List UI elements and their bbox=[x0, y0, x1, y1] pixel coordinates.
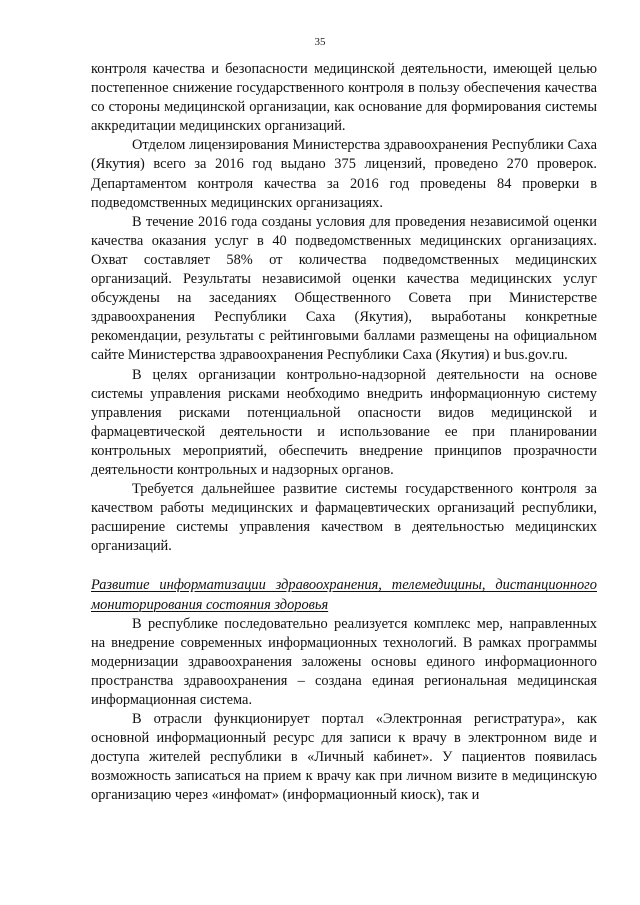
section-heading bbox=[91, 576, 597, 614]
paragraph-development-required: Требуется дальнейшее развитие системы государственного контроля за качеством работы медицинских и фармацевтических организаций республики, расширение системы управления качеством в деятельностью медицинских организаций. bbox=[91, 481, 597, 555]
paragraph-independent-assessment: В течение 2016 года созданы условия для проведения независимой оценки качества оказания услуг в 40 подведомственных медицинских организациях. Охват составляет 58% от количества подведомственных медицинских организаций. Результаты независимой оценки качества медицинских услуг обсуждены на заседаниях Общественного Совета при Министерстве здравоохранения Республики Саха (Якутия), выработаны конкретные рекомендации, результаты с рейтинговыми баллами размещены на официальном сайте Министерства здравоохранения Республики Саха (Якутия) и bus.gov.ru. bbox=[91, 213, 597, 364]
paragraph-quality-control: контроля качества и безопасности медицинской деятельности, имеющей целью постепенное снижение государственного контроля в пользу обеспечения качества со стороны медицинской организации, как основание для формирования системы аккредитации медицинских организаций. bbox=[91, 61, 597, 135]
document-body bbox=[91, 60, 597, 806]
page-number: 35 bbox=[314, 36, 326, 48]
section-spacer bbox=[91, 556, 597, 576]
paragraph-it-measures: В республике последовательно реализуется комплекс мер, направленных на внедрение современных информационных технологий. В рамках программы модернизации здравоохранения заложены основы единого информационного пространства здравоохранения – создана единая региональная медицинская информационная система. bbox=[91, 615, 597, 708]
section-heading-text: Развитие информатизации здравоохранения, телемедицины, дистанционного мониторирования состояния здоровья bbox=[91, 577, 597, 613]
paragraph-registry-portal: В отрасли функционирует портал «Электронная регистратура», как основной информационный ресурс для записи к врачу в электронном виде и доступа жителей республики в «Личный кабинет». У пациентов появилась возможность записаться на прием к врачу как при личном визите в медицинскую организацию через «инфомат» (информационный киоск), так и bbox=[91, 711, 597, 804]
paragraph-risk-management: В целях организации контрольно-надзорной деятельности на основе системы управления рисками необходимо внедрить информационную систему управления рисками потенциальной опасности видов медицинской и фармацевтической деятельности и использование ее при планировании контрольных мероприятий, обеспечить внедрение принципов прозрачности деятельности контрольных и надзорных органов. bbox=[91, 366, 597, 478]
paragraph-licensing: Отделом лицензирования Министерства здравоохранения Республики Саха (Якутия) всего за 2016 год выдано 375 лицензий, проведено 270 проверок. Департаментом контроля качества за 2016 год проведены 84 проверки в подведомственных медицинских организациях. bbox=[91, 137, 597, 211]
